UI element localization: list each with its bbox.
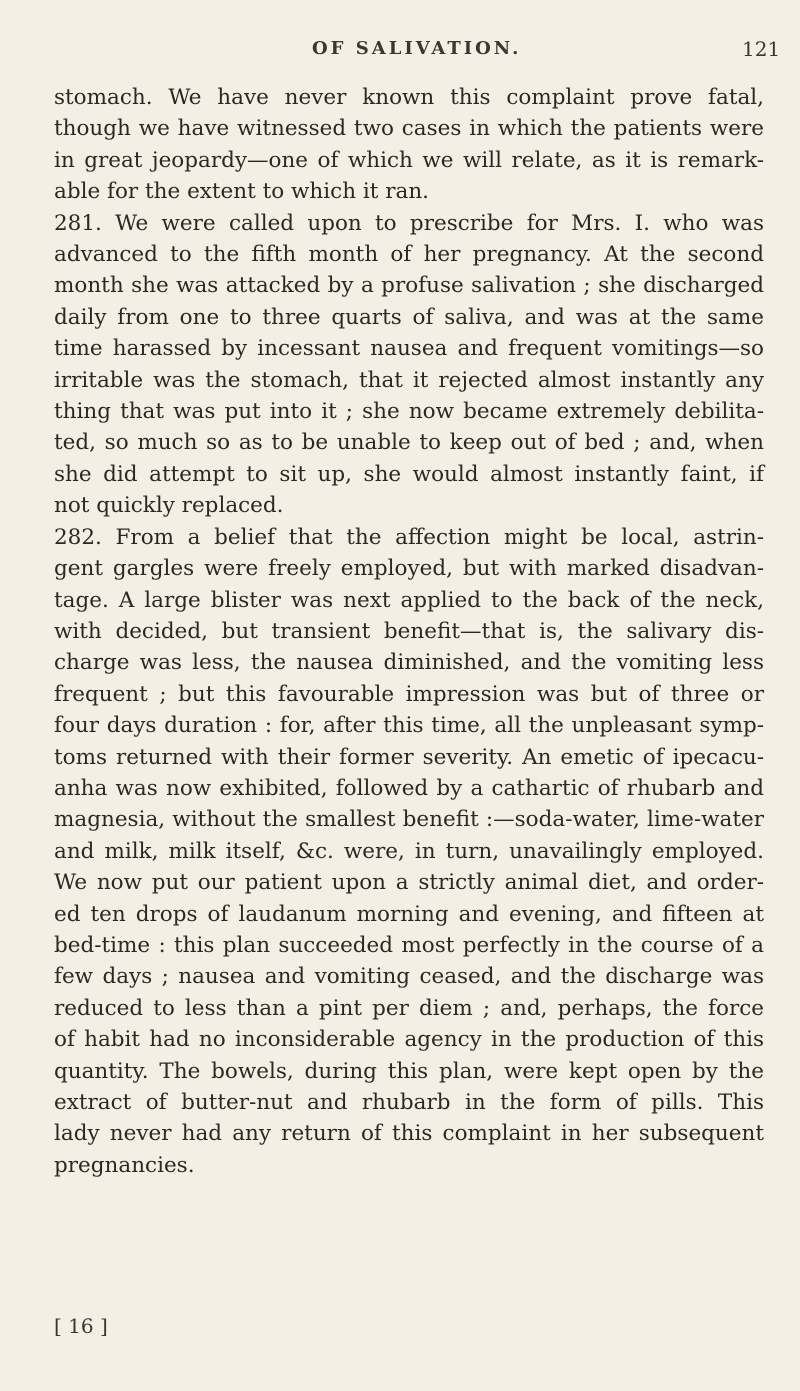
text-line: tage. A large blister was next applied to the back of the neck, — [54, 587, 764, 613]
text-line: with decided, but transient benefit—that is, the salivary dis- — [54, 618, 764, 644]
text-line: not quickly replaced. — [54, 493, 284, 519]
text-line: month she was attacked by a profuse salivation ; she discharged — [54, 273, 764, 299]
text-line: and milk, milk itself, &c. were, in turn, unavailingly employed. — [54, 838, 764, 864]
text-line: of habit had no inconsiderable agency in the production of this — [54, 1027, 764, 1053]
signature-mark: [ 16 ] — [54, 1314, 108, 1338]
text-line: in great jeopardy—one of which we will relate, as it is remark- — [54, 147, 764, 173]
text-line: We now put our patient upon a strictly animal diet, and order- — [54, 870, 764, 896]
text-line: bed-time : this plan succeeded most perfectly in the course of a — [54, 932, 764, 958]
running-title: OF SALIVATION. — [312, 38, 522, 59]
body-text — [54, 82, 764, 1181]
text-line: thing that was put into it ; she now became extremely debilita- — [54, 399, 764, 425]
text-line: time harassed by incessant nausea and frequent vomitings—so — [54, 336, 764, 362]
text-line: 282. From a belief that the affection might be local, astrin- — [54, 524, 764, 550]
text-line: four days duration : for, after this time, all the unpleasant symp- — [54, 713, 764, 739]
text-line: daily from one to three quarts of saliva, and was at the same — [54, 304, 764, 330]
page-number: 121 — [742, 37, 781, 61]
text-line: she did attempt to sit up, she would almost instantly faint, if — [54, 461, 764, 487]
text-line: charge was less, the nausea diminished, and the vomiting less — [54, 650, 764, 676]
text-line: quantity. The bowels, during this plan, were kept open by the — [54, 1058, 764, 1084]
text-line: extract of butter-nut and rhubarb in the form of pills. This — [54, 1090, 764, 1115]
text-line: toms returned with their former severity. An emetic of ipecacu- — [54, 744, 764, 770]
text-line: few days ; nausea and vomiting ceased, and the discharge was — [54, 964, 764, 990]
text-line: ed ten drops of laudanum morning and evening, and fifteen at — [54, 901, 764, 927]
text-line: irritable was the stomach, that it rejected almost instantly any — [54, 367, 764, 393]
running-head — [0, 38, 800, 68]
text-line: reduced to less than a pint per diem ; and, perhaps, the force — [54, 995, 764, 1021]
text-line: pregnancies. — [54, 1152, 195, 1178]
text-line: lady never had any return of this complaint in her subsequent — [54, 1121, 764, 1147]
text-line: gent gargles were freely employed, but with marked disadvan- — [54, 556, 764, 582]
text-line: frequent ; but this favourable impression was but of three or — [54, 681, 764, 707]
text-line: anha was now exhibited, followed by a cathartic of rhubarb and — [54, 775, 764, 801]
text-line: able for the extent to which it ran. — [54, 179, 430, 205]
text-line: 281. We were called upon to prescribe for Mrs. I. who was — [54, 210, 764, 236]
text-line: magnesia, without the smallest benefit :—soda-water, lime-water — [54, 807, 764, 833]
text-line: though we have witnessed two cases in which the patients were — [54, 116, 764, 142]
text-line: ted, so much so as to be unable to keep out of bed ; and, when — [54, 430, 764, 456]
text-line: advanced to the fifth month of her pregnancy. At the second — [54, 242, 764, 268]
text-line: stomach. We have never known this complaint prove fatal, — [54, 85, 764, 110]
